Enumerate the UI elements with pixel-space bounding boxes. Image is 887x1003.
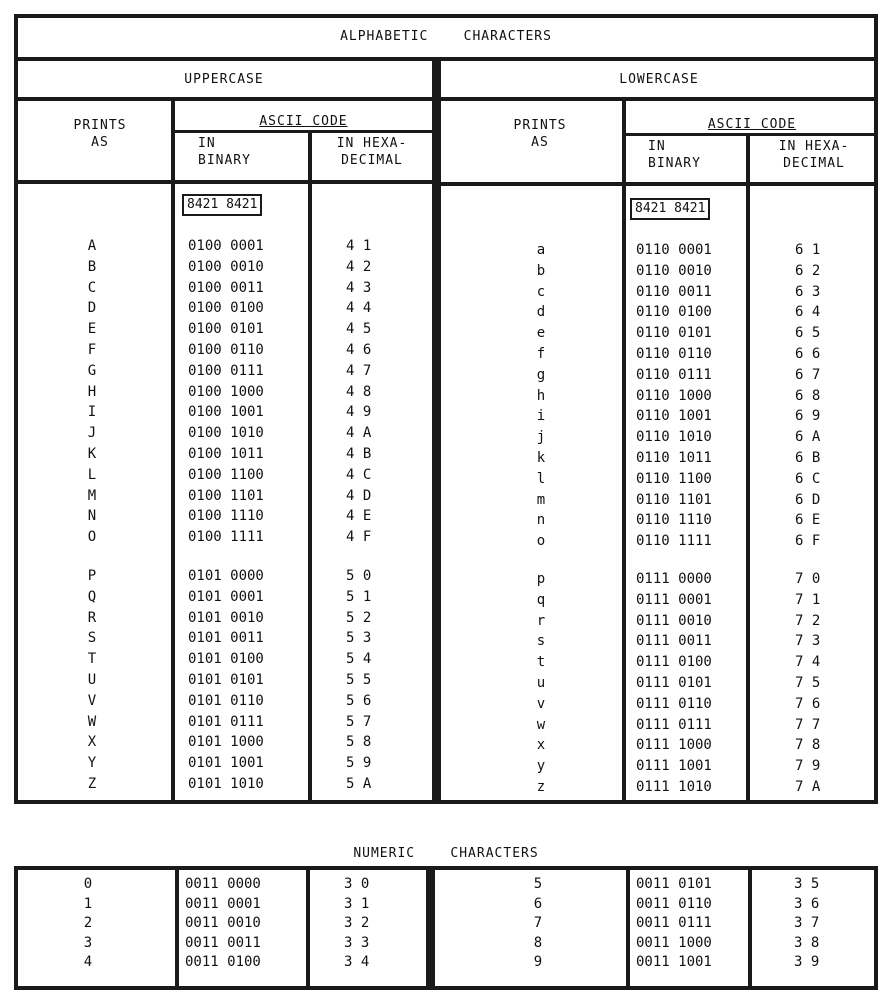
hex-cell: 4 9 xyxy=(346,404,372,421)
hex-cell: 5 3 xyxy=(346,630,372,647)
character-cell: J xyxy=(87,425,97,442)
hex-cell: 7 0 xyxy=(795,571,821,587)
hex-cell: 5 2 xyxy=(346,609,372,626)
binary-cell: 0100 0101 xyxy=(188,321,264,338)
hex-cell: 6 A xyxy=(795,429,821,446)
binary-cell: 0101 0110 xyxy=(188,692,264,709)
character-cell: j xyxy=(536,429,546,446)
hex-cell: 5 5 xyxy=(346,671,372,688)
hex-cell: 4 4 xyxy=(346,300,372,317)
character-cell: q xyxy=(536,591,546,608)
binary-cell: 0101 0001 xyxy=(188,588,264,605)
character-cell: s xyxy=(536,633,546,650)
lowercase-heading: LOWERCASE xyxy=(619,72,699,87)
binary-cell: 0100 0010 xyxy=(188,258,264,275)
uppercase-prints-as: PRINTS AS xyxy=(73,118,127,150)
binary-cell: 0011 1001 xyxy=(636,954,712,971)
binary-cell: 0111 0011 xyxy=(636,633,712,650)
binary-cell: 0011 0110 xyxy=(636,895,712,912)
lowercase-chars-p-z xyxy=(521,569,561,798)
character-cell: 5 xyxy=(533,876,543,892)
hex-cell: 5 7 xyxy=(346,713,372,730)
binary-cell: 0100 1110 xyxy=(188,508,264,525)
character-cell: 0 xyxy=(83,876,93,892)
hex-cell: 7 1 xyxy=(795,591,821,608)
character-cell: Q xyxy=(87,588,97,605)
character-cell: c xyxy=(536,283,546,300)
binary-cell: 0011 0011 xyxy=(185,934,261,951)
numeric-hex-5-9 xyxy=(794,875,819,973)
hex-cell: 3 2 xyxy=(344,915,370,932)
hex-cell: 6 8 xyxy=(795,387,821,404)
character-cell: 8 xyxy=(533,934,543,951)
hex-cell: 4 D xyxy=(346,487,372,504)
character-cell: o xyxy=(536,533,546,550)
character-cell: 7 xyxy=(533,915,543,932)
binary-cell: 0100 0111 xyxy=(188,362,264,379)
character-cell: e xyxy=(536,325,546,342)
binary-cell: 0100 0001 xyxy=(188,238,264,254)
binary-cell: 0111 0101 xyxy=(636,674,712,691)
binary-cell: 0110 1100 xyxy=(636,470,712,487)
character-cell: Z xyxy=(87,775,97,792)
binary-cell: 0100 1100 xyxy=(188,466,264,483)
binary-cell: 0011 0111 xyxy=(636,915,712,932)
hex-cell: 3 6 xyxy=(794,895,820,912)
hex-cell: 6 2 xyxy=(795,262,821,279)
character-cell: R xyxy=(87,609,97,626)
uppercase-col1-divider xyxy=(171,101,175,804)
character-cell: K xyxy=(87,445,97,462)
character-cell: g xyxy=(536,366,546,383)
binary-cell: 0110 0111 xyxy=(636,366,712,383)
uppercase-hex-p-z xyxy=(346,566,371,795)
binary-cell: 0101 1000 xyxy=(188,734,264,751)
character-cell: l xyxy=(536,470,546,487)
binary-cell: 0110 0011 xyxy=(636,283,712,300)
binary-cell: 0110 0110 xyxy=(636,345,712,362)
character-cell: X xyxy=(87,734,97,751)
binary-cell: 0101 0010 xyxy=(188,609,264,626)
hex-cell: 6 7 xyxy=(795,366,821,383)
hex-cell: 6 1 xyxy=(795,242,821,258)
binary-cell: 0111 0111 xyxy=(636,716,712,733)
hex-cell: 5 9 xyxy=(346,755,372,772)
character-cell: f xyxy=(536,345,546,362)
hex-cell: 7 8 xyxy=(795,737,821,754)
hex-cell: 6 E xyxy=(795,512,821,529)
character-cell: b xyxy=(536,262,546,279)
hex-cell: 3 0 xyxy=(344,876,370,892)
hex-cell: 4 E xyxy=(346,508,372,525)
lowercase-ascii-rule xyxy=(626,133,878,136)
binary-cell: 0011 0100 xyxy=(185,954,261,971)
character-cell: V xyxy=(87,692,97,709)
binary-cell: 0101 0101 xyxy=(188,671,264,688)
character-cell: a xyxy=(536,242,546,258)
hex-cell: 3 3 xyxy=(344,934,370,951)
hex-cell: 7 3 xyxy=(795,633,821,650)
hex-cell: 5 6 xyxy=(346,692,372,709)
character-cell: i xyxy=(536,408,546,425)
character-cell: U xyxy=(87,671,97,688)
binary-cell: 0100 1111 xyxy=(188,529,264,546)
character-cell: 4 xyxy=(83,954,93,971)
binary-cell: 0111 1001 xyxy=(636,758,712,775)
lowercase-chars-a-o xyxy=(521,240,561,552)
uppercase-chars-p-z xyxy=(72,566,112,795)
binary-cell: 0101 0011 xyxy=(188,630,264,647)
binary-cell: 0110 0010 xyxy=(636,262,712,279)
hex-cell: 4 B xyxy=(346,445,372,462)
character-cell: k xyxy=(536,449,546,466)
character-cell: 9 xyxy=(533,954,543,971)
numeric-left-col1-divider xyxy=(175,866,179,990)
hex-cell: 7 9 xyxy=(795,758,821,775)
binary-cell: 0110 1111 xyxy=(636,533,712,550)
hex-cell: 7 7 xyxy=(795,716,821,733)
hex-cell: 7 A xyxy=(795,778,821,795)
character-cell: z xyxy=(536,778,546,795)
alphabetic-title: ALPHABETIC CHARACTERS xyxy=(340,29,552,44)
numeric-binary-5-9 xyxy=(636,875,712,973)
center-divider xyxy=(432,57,441,804)
character-cell: N xyxy=(87,508,97,525)
hex-cell: 7 5 xyxy=(795,674,821,691)
binary-cell: 0110 0100 xyxy=(636,304,712,321)
character-cell: E xyxy=(87,321,97,338)
hex-cell: 7 6 xyxy=(795,695,821,712)
character-cell: t xyxy=(536,654,546,671)
character-cell: W xyxy=(87,713,97,730)
binary-cell: 0110 1110 xyxy=(636,512,712,529)
binary-cell: 0110 1010 xyxy=(636,429,712,446)
hex-cell: 4 5 xyxy=(346,321,372,338)
uppercase-in-hex: IN HEXA- DECIMAL xyxy=(336,136,408,168)
character-cell: I xyxy=(87,404,97,421)
binary-cell: 0100 1010 xyxy=(188,425,264,442)
lowercase-binary-p-z xyxy=(636,569,712,798)
character-cell: n xyxy=(536,512,546,529)
uppercase-header-rule xyxy=(14,180,432,184)
binary-cell: 0101 1001 xyxy=(188,755,264,772)
character-cell: m xyxy=(536,491,546,508)
hex-cell: 5 A xyxy=(346,775,372,792)
hex-cell: 5 4 xyxy=(346,651,372,668)
numeric-right-col2-divider xyxy=(748,866,752,990)
hex-cell: 4 8 xyxy=(346,383,372,400)
uppercase-hex-a-o xyxy=(346,236,371,548)
hex-cell: 3 7 xyxy=(794,915,820,932)
lowercase-hex-p-z xyxy=(795,569,820,798)
uppercase-heading: UPPERCASE xyxy=(184,72,264,87)
binary-cell: 0100 0110 xyxy=(188,341,264,358)
title-divider xyxy=(14,57,878,61)
hex-cell: 3 1 xyxy=(344,895,370,912)
character-cell: F xyxy=(87,341,97,358)
binary-cell: 0011 0000 xyxy=(185,876,261,892)
lowercase-col1-divider xyxy=(622,101,626,804)
uppercase-binary-a-o xyxy=(188,236,264,548)
hex-cell: 4 6 xyxy=(346,341,372,358)
numeric-left-col2-divider xyxy=(306,866,310,990)
character-cell: p xyxy=(536,571,546,587)
hex-cell: 6 D xyxy=(795,491,821,508)
character-cell: P xyxy=(87,568,97,584)
character-cell: H xyxy=(87,383,97,400)
hex-cell: 4 C xyxy=(346,466,372,483)
binary-cell: 0101 0111 xyxy=(188,713,264,730)
hex-cell: 7 4 xyxy=(795,654,821,671)
hex-cell: 3 9 xyxy=(794,954,820,971)
hex-cell: 4 A xyxy=(346,425,372,442)
case-divider xyxy=(14,97,878,101)
character-cell: h xyxy=(536,387,546,404)
lowercase-prints-as: PRINTS AS xyxy=(513,118,567,150)
lowercase-col2-divider xyxy=(746,133,750,804)
binary-cell: 0111 0001 xyxy=(636,591,712,608)
numeric-center-divider xyxy=(426,866,435,990)
binary-cell: 0110 0101 xyxy=(636,325,712,342)
hex-cell: 3 4 xyxy=(344,954,370,971)
hex-cell: 6 F xyxy=(795,533,821,550)
binary-cell: 0100 0100 xyxy=(188,300,264,317)
hex-cell: 5 8 xyxy=(346,734,372,751)
numeric-binary-0-4 xyxy=(185,875,261,973)
binary-cell: 0101 0000 xyxy=(188,568,264,584)
binary-cell: 0111 0010 xyxy=(636,612,712,629)
binary-cell: 0011 0010 xyxy=(185,915,261,932)
character-cell: x xyxy=(536,737,546,754)
character-cell: 3 xyxy=(83,934,93,951)
binary-cell: 0110 1001 xyxy=(636,408,712,425)
hex-cell: 4 F xyxy=(346,529,372,546)
hex-cell: 6 B xyxy=(795,449,821,466)
binary-cell: 0100 1001 xyxy=(188,404,264,421)
binary-cell: 0101 0100 xyxy=(188,651,264,668)
uppercase-bit-weights: 8421 8421 xyxy=(182,194,262,216)
character-cell: Y xyxy=(87,755,97,772)
hex-cell: 7 2 xyxy=(795,612,821,629)
numeric-chars-0-4 xyxy=(68,875,108,973)
hex-cell: 6 9 xyxy=(795,408,821,425)
binary-cell: 0011 0101 xyxy=(636,876,712,892)
hex-cell: 6 5 xyxy=(795,325,821,342)
binary-cell: 0101 1010 xyxy=(188,775,264,792)
uppercase-in-binary: IN BINARY xyxy=(198,136,251,168)
lowercase-in-binary: IN BINARY xyxy=(648,139,701,171)
binary-cell: 0100 0011 xyxy=(188,279,264,296)
lowercase-in-hex: IN HEXA- DECIMAL xyxy=(778,139,850,171)
hex-cell: 4 2 xyxy=(346,258,372,275)
hex-cell: 3 8 xyxy=(794,934,820,951)
character-cell: w xyxy=(536,716,546,733)
lowercase-ascii-code: ASCII CODE xyxy=(707,117,797,132)
lowercase-binary-a-o xyxy=(636,240,712,552)
character-cell: A xyxy=(87,238,97,254)
binary-cell: 0110 0001 xyxy=(636,242,712,258)
character-cell: 6 xyxy=(533,895,543,912)
numeric-right-col1-divider xyxy=(626,866,630,990)
hex-cell: 6 C xyxy=(795,470,821,487)
numeric-hex-0-4 xyxy=(344,875,369,973)
character-cell: L xyxy=(87,466,97,483)
binary-cell: 0111 1000 xyxy=(636,737,712,754)
binary-cell: 0100 1011 xyxy=(188,445,264,462)
binary-cell: 0111 0110 xyxy=(636,695,712,712)
hex-cell: 5 0 xyxy=(346,568,372,584)
uppercase-binary-p-z xyxy=(188,566,264,795)
binary-cell: 0110 1011 xyxy=(636,449,712,466)
lowercase-header-rule xyxy=(441,182,878,186)
character-cell: u xyxy=(536,674,546,691)
hex-cell: 4 3 xyxy=(346,279,372,296)
character-cell: M xyxy=(87,487,97,504)
hex-cell: 3 5 xyxy=(794,876,820,892)
binary-cell: 0011 0001 xyxy=(185,895,261,912)
hex-cell: 6 6 xyxy=(795,345,821,362)
hex-cell: 6 4 xyxy=(795,304,821,321)
uppercase-col2-divider xyxy=(308,130,312,804)
character-cell: S xyxy=(87,630,97,647)
hex-cell: 5 1 xyxy=(346,588,372,605)
binary-cell: 0011 1000 xyxy=(636,934,712,951)
character-cell: B xyxy=(87,258,97,275)
numeric-title: NUMERIC CHARACTERS xyxy=(353,846,539,861)
binary-cell: 0111 0100 xyxy=(636,654,712,671)
character-cell: 1 xyxy=(83,895,93,912)
lowercase-bit-weights: 8421 8421 xyxy=(630,198,710,220)
binary-cell: 0110 1101 xyxy=(636,491,712,508)
binary-cell: 0100 1000 xyxy=(188,383,264,400)
hex-cell: 4 7 xyxy=(346,362,372,379)
character-cell: v xyxy=(536,695,546,712)
binary-cell: 0111 0000 xyxy=(636,571,712,587)
uppercase-ascii-code: ASCII CODE xyxy=(259,114,348,129)
uppercase-chars-a-o xyxy=(72,236,112,548)
character-cell: T xyxy=(87,651,97,668)
character-cell: d xyxy=(536,304,546,321)
numeric-chars-5-9 xyxy=(518,875,558,973)
lowercase-hex-a-o xyxy=(795,240,820,552)
uppercase-ascii-rule xyxy=(175,130,432,133)
character-cell: r xyxy=(536,612,546,629)
binary-cell: 0110 1000 xyxy=(636,387,712,404)
character-cell: G xyxy=(87,362,97,379)
binary-cell: 0100 1101 xyxy=(188,487,264,504)
hex-cell: 4 1 xyxy=(346,238,372,254)
binary-cell: 0111 1010 xyxy=(636,778,712,795)
character-cell: O xyxy=(87,529,97,546)
character-cell: D xyxy=(87,300,97,317)
hex-cell: 6 3 xyxy=(795,283,821,300)
character-cell: C xyxy=(87,279,97,296)
character-cell: 2 xyxy=(83,915,93,932)
character-cell: y xyxy=(536,758,546,775)
